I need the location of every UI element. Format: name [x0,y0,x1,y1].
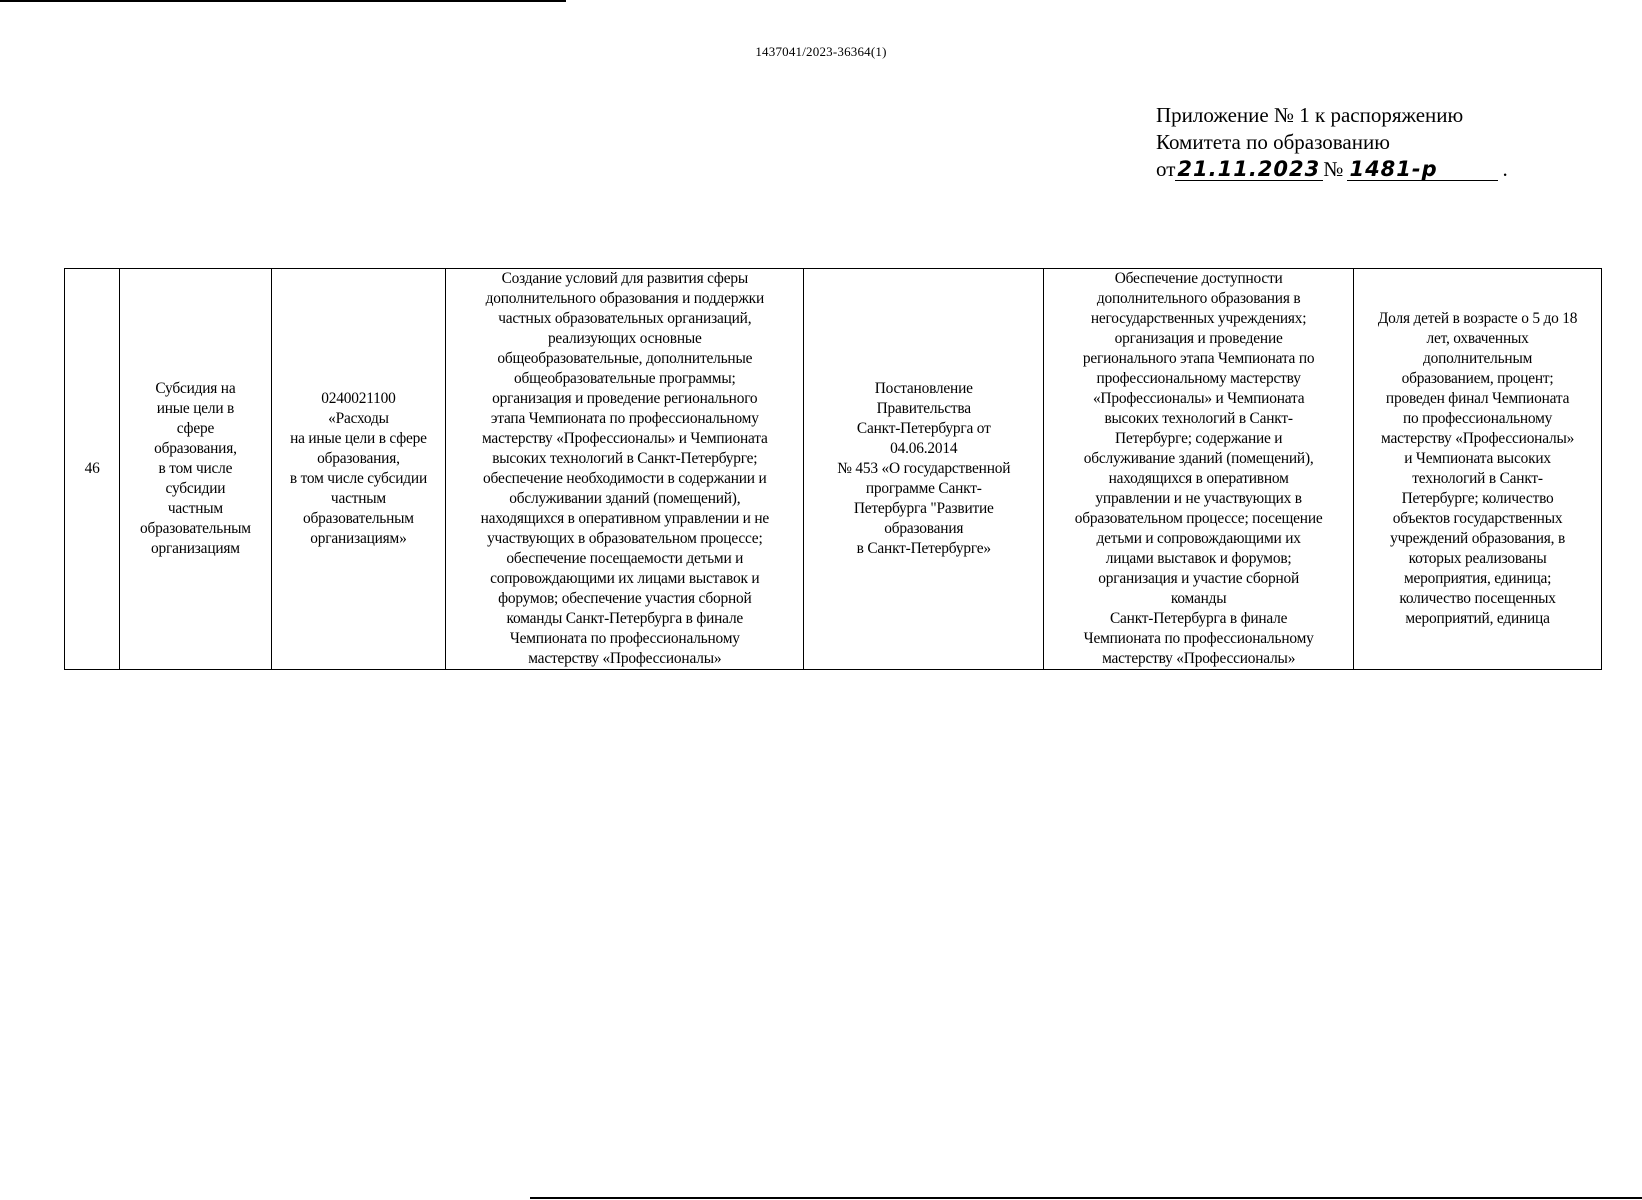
cell-legal-basis [804,269,1044,670]
cell-budget-code [271,269,446,670]
cell-subsidy-name [120,269,271,670]
scan-edge-top [0,0,566,2]
from-label: от [1156,157,1176,181]
cell-row-number [65,269,120,670]
subsidy-name-text: Субсидия на иные цели в сфере образования, в том числе субсидии частным образовательным организациям [140,380,251,557]
table-row [65,269,1602,670]
legal-basis-text: Постановление Правительства Санкт-Петербурга от 04.06.2014 № 453 «О государственной программе Санкт- Петербурга "Развитие образования в Санкт-Петербурге» [837,380,1011,557]
appendix-line-2: Комитета по образованию [1156,130,1390,154]
scan-edge-bottom [530,1197,1642,1199]
handwritten-date: 21.11.2023 [1175,158,1323,181]
appendix-line-1: Приложение № 1 к распоряжению [1156,103,1464,127]
cell-subsidy-goal [446,269,804,670]
budget-code-text: 0240021100 «Расходы на иные цели в сфере образования, в том числе субсидии частным образовательным организациям» [289,390,427,547]
row-number-text: 46 [84,460,100,477]
document-registration-number: 1437041/2023-36364(1) [755,44,887,59]
appendix-date-number-line [1156,156,1508,183]
subsidy-goal-text: Создание условий для развития сферы дополнительного образования и поддержки частных образовательных организаций, реализующих основные общеобразовательные, дополнительные общеобразовательные программы; организация и проведение регионального этапа Чемпионата по профессиональному мастерству «Профессионалы» и Чемпионата высоких технологий в Санкт-Петербурге; обеспечение необходимости в содержании и обслуживании зданий (помещений), находящихся в оперативном управлении и не участвующих в образовательном процессе; обеспечение посещаемости детьми и сопровождающими их лицами выставок и форумов; обеспечение участия сборной команды Санкт-Петербурга в финале Чемпионата по профессиональному мастерству «Профессионалы» [480,270,770,667]
number-label: № [1323,157,1344,181]
handwritten-order-number: 1481-р [1347,158,1498,181]
appendix-heading [1156,102,1508,183]
cell-indicators [1354,269,1602,670]
tasks-text: Обеспечение доступности дополнительного образования в негосударственных учреждениях; организация и проведение регионального этапа Чемпионата по профессиональному мастерству «Профессионалы» и Чемпионата высоких технологий в Санкт- Петербурге; содержание и обслуживание зданий (помещений), находящихся в оперативном управлении и не участвующих в образовательном процессе; посещение детьми и сопровождающими их лицами выставок и форумов; организация и участие сборной команды Санкт-Петербурга в финале Чемпионата по профессиональному мастерству «Профессионалы» [1074,270,1323,667]
indicators-text: Доля детей в возрасте о 5 до 18 лет, охваченных дополнительным образованием, процент; проведен финал Чемпионата по профессиональному мастерству «Профессионалы» и Чемпионата высоких технологий в Санкт- Петербурге; количество объектов государственных учреждений образования, в которых реализованы мероприятия, единица; количество посещенных мероприятий, единица [1377,310,1578,627]
line-terminator: . [1502,157,1508,181]
subsidy-table [64,268,1602,670]
cell-tasks [1044,269,1354,670]
